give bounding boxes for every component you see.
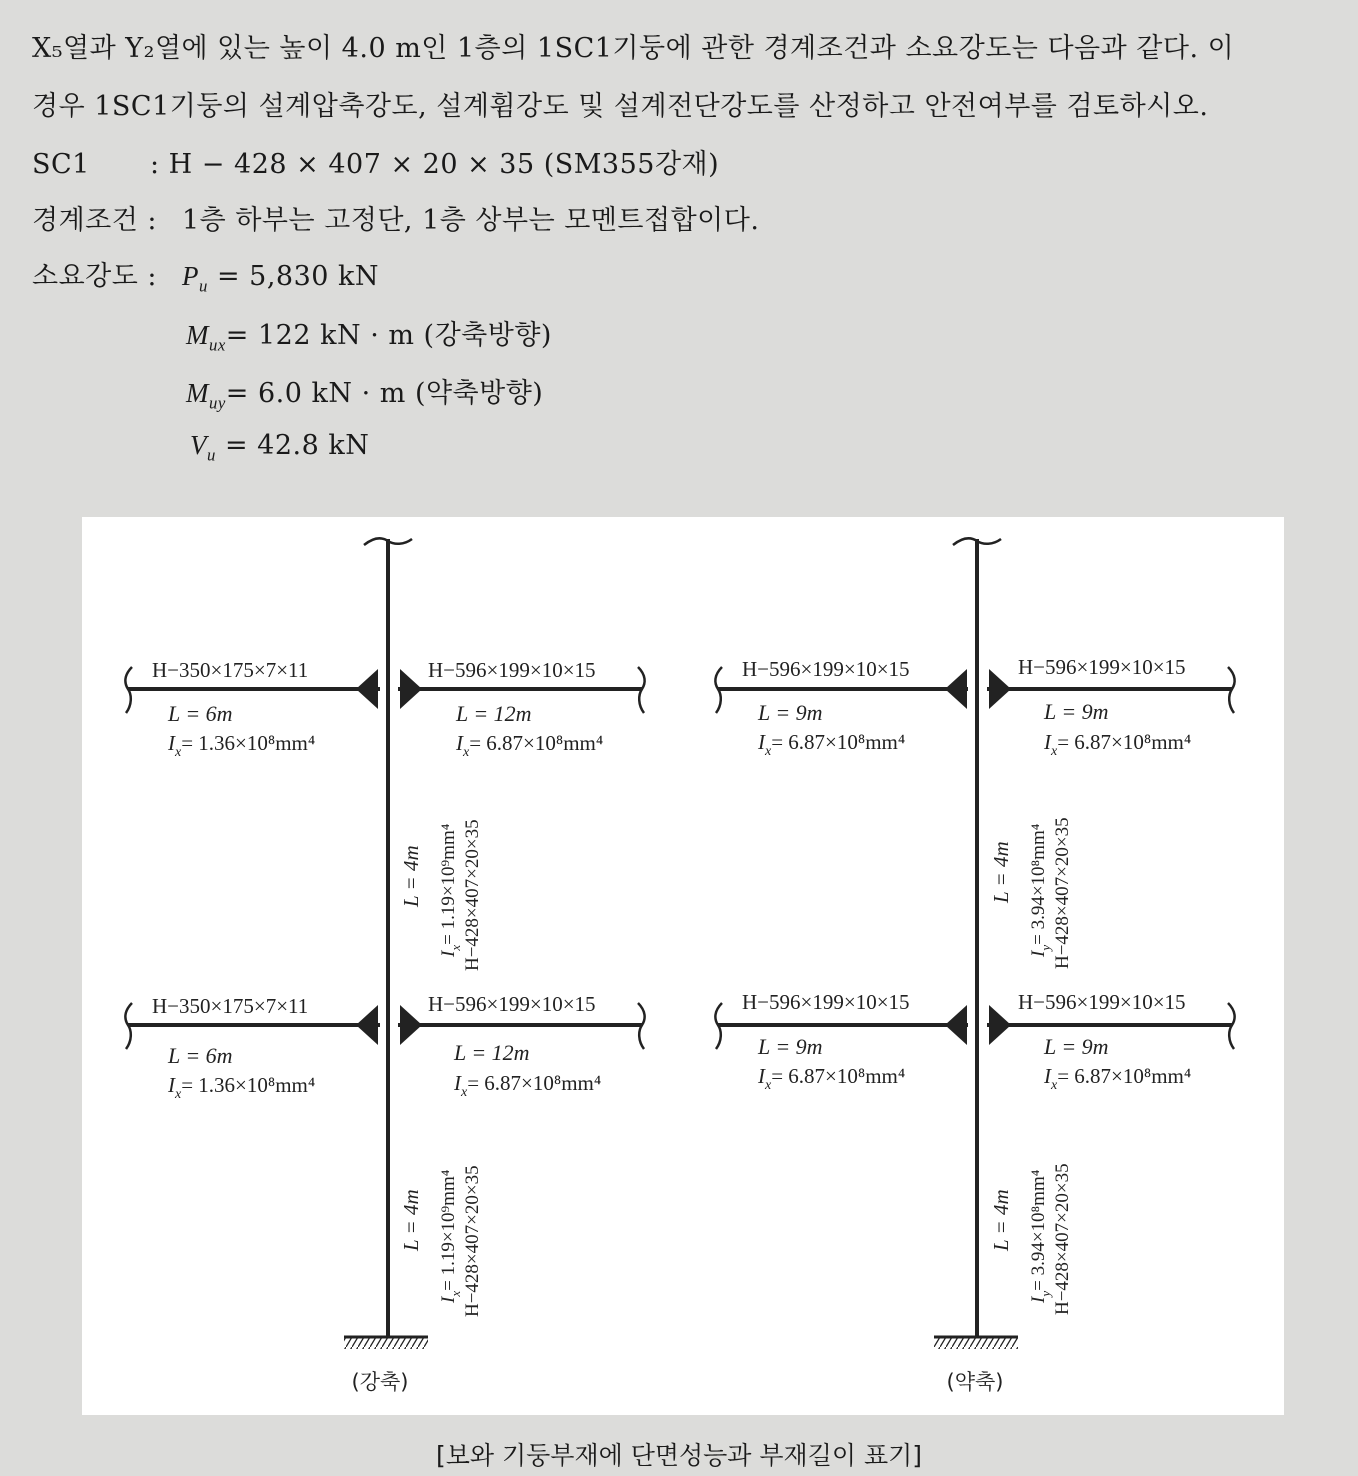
frame-figure [82, 517, 1284, 1415]
strong-lower-right-connection [400, 1005, 422, 1045]
strong-ll-section: H−350×175×7×11 [152, 994, 309, 1018]
weak-axis-label: (약축) [946, 1370, 1004, 1394]
strong-upper-col-length: L = 4m [399, 845, 423, 907]
boundary-row [32, 198, 759, 237]
strong-lr-section: H−596×199×10×15 [428, 992, 596, 1016]
strong-lr-inertia: $I_x= 6.87\times 10^8mm^4$ [454, 1071, 602, 1100]
vu-value: = 42.8 kN [224, 430, 370, 461]
weak-upper-col-length: L = 4m [989, 841, 1013, 903]
weak-ul-section: H−596×199×10×15 [742, 657, 910, 681]
strong-lower-col-inertia: $I_x= 1.19\times 10^9mm^4$ [438, 1169, 463, 1303]
pu-row [32, 254, 379, 296]
sc1-value: : H − 428 × 407 × 20 × 35 (SM355강재) [150, 149, 720, 180]
strong-lower-left-connection [356, 1005, 378, 1045]
weak-lower-col-section: H−428×407×20×35 [1052, 1163, 1073, 1315]
muy-row [186, 371, 543, 413]
strong-ul-length: L = 6m [168, 701, 233, 726]
vu-row [190, 430, 369, 465]
strong-upper-left-connection [356, 669, 378, 709]
weak-upper-left-connection [945, 669, 967, 709]
weak-ur-section: H−596×199×10×15 [1018, 655, 1186, 679]
muy-value: = 6.0 kN · m (약축방향) [225, 378, 544, 409]
weak-upper-col-inertia: $I_y= 3.94\times 10^8mm^4$ [1028, 823, 1053, 957]
strong-ul-section: H−350×175×7×11 [152, 658, 309, 682]
strong-lr-length: L = 12m [454, 1040, 530, 1065]
boundary-label: 경계조건 : [32, 205, 158, 236]
weak-lower-left-connection [945, 1005, 967, 1045]
strong-axis-label: (강축) [351, 1370, 409, 1394]
figure-caption: [보와 기둥부재에 단면성능과 부재길이 표기] [436, 1441, 922, 1470]
problem-line-1: X₅열과 Y₂열에 있는 높이 4.0 m인 1층의 1SC1기둥에 관한 경계조건과 소요강도는 다음과 같다. 이 [32, 33, 1235, 64]
weak-lr-length: L = 9m [1044, 1034, 1109, 1059]
boundary-value: 1층 하부는 고정단, 1층 상부는 모멘트접합이다. [182, 205, 760, 236]
mux-value: = 122 kN · m (강축방향) [225, 320, 552, 351]
weak-lower-right-connection [989, 1005, 1011, 1045]
vu-symbol: $V_u$ [190, 430, 216, 465]
weak-lower-col-length: L = 4m [989, 1189, 1013, 1251]
pu-value: = 5,830 kN [216, 261, 380, 292]
strong-ul-inertia: $I_x= 1.36\times 10^8mm^4$ [168, 731, 316, 760]
weak-ll-section: H−596×199×10×15 [742, 990, 910, 1014]
weak-ll-inertia: $I_x= 6.87\times 10^8mm^4$ [758, 1064, 906, 1093]
weak-ul-inertia: $I_x= 6.87\times 10^8mm^4$ [758, 730, 906, 759]
muy-symbol: $M_{uy}$ [186, 378, 226, 413]
strong-upper-col-section: H−428×407×20×35 [462, 819, 483, 971]
weak-ur-length: L = 9m [1044, 699, 1109, 724]
strong-upper-right-connection [400, 669, 422, 709]
strong-base-hatch [344, 1338, 428, 1349]
strong-lower-col-section: H−428×407×20×35 [462, 1165, 483, 1317]
strong-ur-section: H−596×199×10×15 [428, 658, 596, 682]
weak-lr-inertia: $I_x= 6.87\times 10^8mm^4$ [1044, 1064, 1192, 1093]
strong-lower-col-length: L = 4m [399, 1189, 423, 1251]
strong-axis-frame [125, 538, 644, 1394]
weak-lr-section: H−596×199×10×15 [1018, 990, 1186, 1014]
mux-symbol: $M_{ux}$ [186, 320, 226, 355]
strong-ll-inertia: $I_x= 1.36\times 10^8mm^4$ [168, 1073, 316, 1102]
sc1-row [32, 142, 719, 181]
mux-row [186, 313, 552, 355]
weak-upper-right-connection [989, 669, 1011, 709]
sc1-label: SC1 [32, 149, 90, 180]
weak-ll-length: L = 9m [758, 1034, 823, 1059]
weak-axis-frame [715, 538, 1234, 1394]
strong-ur-length: L = 12m [456, 701, 532, 726]
problem-line-2: 경우 1SC1기둥의 설계압축강도, 설계휨강도 및 설계전단강도를 산정하고 안전여부를 검토하시오. [32, 91, 1209, 122]
weak-base-hatch [934, 1338, 1018, 1349]
weak-ul-length: L = 9m [758, 700, 823, 725]
weak-ur-inertia: $I_x= 6.87\times 10^8mm^4$ [1044, 730, 1192, 759]
strong-ll-length: L = 6m [168, 1043, 233, 1068]
strong-ur-inertia: $I_x= 6.87\times 10^8mm^4$ [456, 731, 604, 760]
weak-upper-col-section: H−428×407×20×35 [1052, 817, 1073, 969]
weak-lower-col-inertia: $I_y= 3.94\times 10^8mm^4$ [1028, 1169, 1053, 1303]
required-strength-label: 소요강도 : [32, 261, 158, 292]
strong-upper-col-inertia: $I_x= 1.19\times 10^9mm^4$ [438, 823, 463, 957]
pu-symbol: $P_u$ [182, 261, 208, 296]
